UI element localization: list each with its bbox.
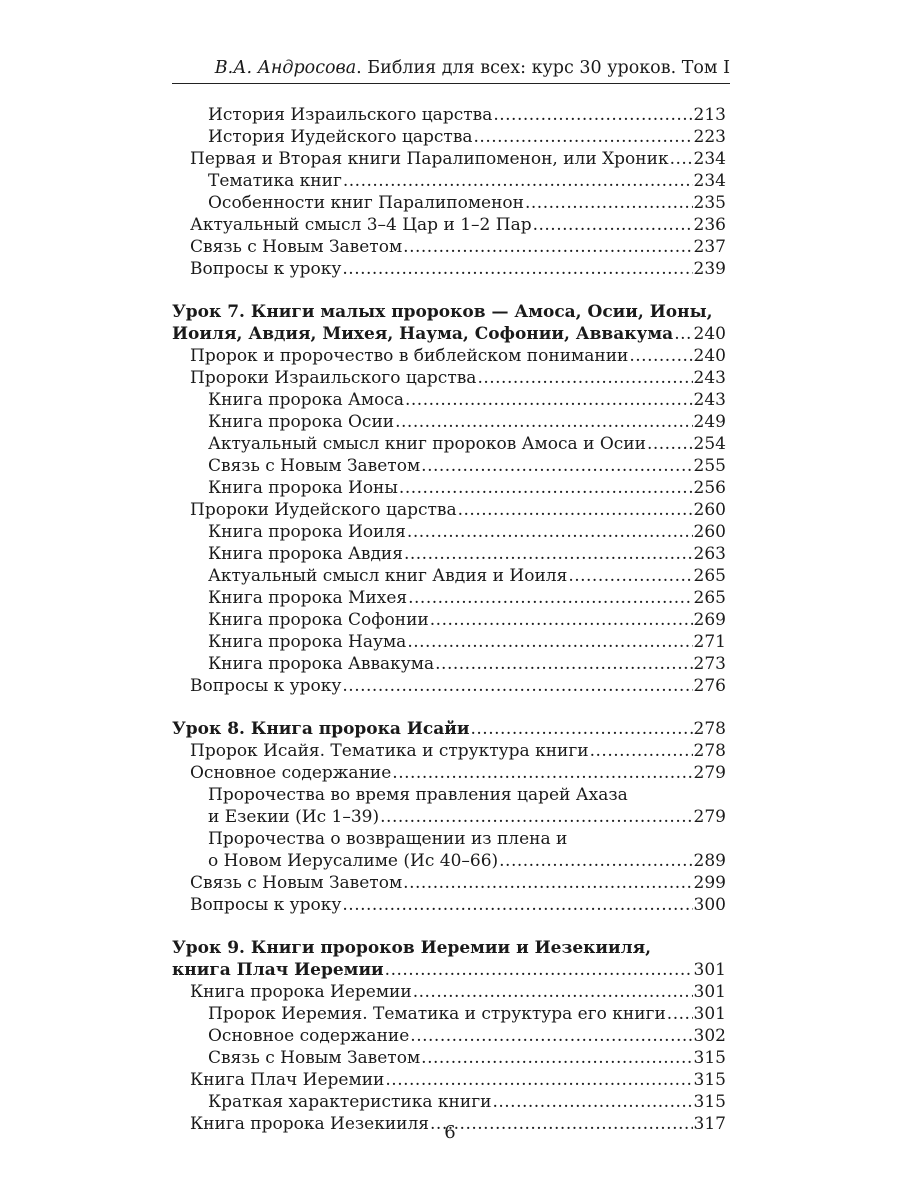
- dot-leader: [421, 455, 692, 477]
- toc-entry: [172, 587, 726, 609]
- toc-entry: [172, 981, 726, 1003]
- toc-page-number: 236: [693, 215, 726, 235]
- dot-leader: [380, 806, 692, 828]
- toc-entry-title: Первая и Вторая книги Паралипоменон, или Хроник: [190, 149, 669, 169]
- toc-entry: [172, 631, 726, 653]
- toc-entry: [172, 104, 726, 126]
- toc-entry-title: Книга пророка Аввакума: [208, 654, 435, 674]
- toc-entry-title: книга Плач Иеремии: [172, 960, 384, 980]
- dot-leader: [647, 433, 693, 455]
- section-gap: [172, 916, 726, 937]
- page-number: 6: [444, 1122, 456, 1143]
- toc-entry-title: Книга пророка Иоиля: [208, 522, 406, 542]
- toc-page-number: 240: [693, 346, 726, 366]
- toc-page-number: 263: [693, 544, 726, 564]
- toc-entry-title: Связь с Новым Заветом: [208, 456, 421, 476]
- header-author: В.А. Андросова: [214, 58, 357, 78]
- dot-leader: [568, 565, 692, 587]
- toc-entry: [172, 367, 726, 389]
- toc-page-number: 239: [693, 259, 726, 279]
- dot-leader: [407, 521, 693, 543]
- toc-page-number: 315: [693, 1092, 726, 1112]
- toc-page-number: 243: [693, 368, 726, 388]
- toc-entry: [172, 411, 726, 433]
- toc-entry-title: Вопросы к уроку: [190, 895, 342, 915]
- dot-leader: [385, 959, 693, 981]
- dot-leader: [477, 367, 692, 389]
- dot-leader: [533, 214, 693, 236]
- toc-entry: [172, 1091, 726, 1113]
- dot-leader: [421, 1047, 692, 1069]
- toc-entry-title: Книга пророка Михея: [208, 588, 408, 608]
- toc-entry: [172, 455, 726, 477]
- section-gap: [172, 697, 726, 718]
- toc-entry: [172, 433, 726, 455]
- dot-leader: [474, 126, 693, 148]
- toc-entry-line: Пророчества во время правления царей Ахаза: [208, 785, 628, 805]
- toc-entry: [172, 126, 726, 148]
- toc-page-number: 260: [693, 500, 726, 520]
- dot-leader: [674, 323, 692, 345]
- header-title: . Библия для всех: курс 30 уроков. Том I: [356, 58, 730, 78]
- toc-page-number: 243: [693, 390, 726, 410]
- toc-page-number: 235: [693, 193, 726, 213]
- dot-leader: [408, 587, 692, 609]
- toc-entry-title: Пророк Иеремия. Тематика и структура его книги: [208, 1004, 666, 1024]
- toc-entry-title: Тематика книг: [208, 171, 342, 191]
- dot-leader: [395, 411, 692, 433]
- toc-page-number: 265: [693, 566, 726, 586]
- toc-entry-title: и Езекии (Ис 1–39): [208, 807, 380, 827]
- dot-leader: [385, 1069, 692, 1091]
- toc-entry-title: История Израильского царства: [208, 105, 493, 125]
- toc-entry: [172, 1025, 726, 1047]
- toc-entry: [172, 806, 726, 828]
- toc-page-number: 269: [693, 610, 726, 630]
- toc-page-number: 315: [693, 1070, 726, 1090]
- section-gap: [172, 280, 726, 301]
- toc-entry-title: Особенности книг Паралипоменон: [208, 193, 524, 213]
- toc-entry-title: Книга пророка Софонии: [208, 610, 429, 630]
- toc-page-number: 301: [693, 960, 726, 980]
- toc-entry-title: Актуальный смысл книг Авдия и Иоиля: [208, 566, 568, 586]
- toc-entry-title: Книга Плач Иеремии: [190, 1070, 385, 1090]
- toc-entry-title: Краткая характеристика книги: [208, 1092, 492, 1112]
- toc-page-number: 240: [693, 324, 726, 344]
- dot-leader: [392, 762, 692, 784]
- dot-leader: [399, 477, 693, 499]
- toc-page-number: 237: [693, 237, 726, 257]
- toc-page-number: 302: [693, 1026, 726, 1046]
- table-of-contents: [172, 104, 726, 1135]
- toc-entry-title: Книга пророка Наума: [208, 632, 407, 652]
- running-header: [172, 57, 730, 84]
- toc-entry-title: Книга пророка Амоса: [208, 390, 404, 410]
- dot-leader: [430, 609, 693, 631]
- dot-leader: [342, 258, 692, 280]
- toc-entry: [172, 389, 726, 411]
- toc-entry-title: Вопросы к уроку: [190, 259, 342, 279]
- toc-entry-title: Пророк и пророчество в библейском понимании: [190, 346, 629, 366]
- toc-entry-title: Основное содержание: [190, 763, 392, 783]
- toc-page-number: 315: [693, 1048, 726, 1068]
- toc-page-number: 279: [693, 807, 726, 827]
- dot-leader: [670, 148, 693, 170]
- toc-page-number: 279: [693, 763, 726, 783]
- toc-page-number: 301: [693, 1004, 726, 1024]
- dot-leader: [342, 675, 692, 697]
- toc-page-number: 273: [693, 654, 726, 674]
- toc-page-number: 234: [693, 149, 726, 169]
- toc-entry: [172, 1069, 726, 1091]
- toc-page-number: 213: [693, 105, 726, 125]
- toc-entry: [172, 148, 726, 170]
- dot-leader: [458, 499, 693, 521]
- toc-page-number: 255: [693, 456, 726, 476]
- dot-leader: [667, 1003, 693, 1025]
- toc-chapter-title-line: Урок 9. Книги пророков Иеремии и Иезекииля,: [172, 938, 652, 958]
- toc-chapter-entry: [172, 323, 726, 345]
- dot-leader: [343, 170, 693, 192]
- toc-chapter-title-line: Урок 7. Книги малых пророков — Амоса, Осии, Ионы,: [172, 302, 713, 322]
- toc-entry-title: Книга пророка Иеремии: [190, 982, 412, 1002]
- toc-entry: [172, 521, 726, 543]
- toc-entry: [172, 872, 726, 894]
- dot-leader: [403, 236, 692, 258]
- dot-leader: [410, 1025, 692, 1047]
- toc-entry-line: Пророчества о возвращении из плена и: [208, 829, 568, 849]
- toc-page-number: 260: [693, 522, 726, 542]
- toc-entry: [172, 1003, 726, 1025]
- dot-leader: [413, 981, 693, 1003]
- toc-page-number: 234: [693, 171, 726, 191]
- toc-entry: [172, 236, 726, 258]
- toc-entry-title: Вопросы к уроку: [190, 676, 342, 696]
- toc-page-number: 299: [693, 873, 726, 893]
- toc-page-number: 278: [693, 741, 726, 761]
- toc-entry-title: Урок 8. Книга пророка Исайи: [172, 719, 470, 739]
- toc-entry: [172, 1047, 726, 1069]
- toc-entry: [172, 170, 726, 192]
- dot-leader: [405, 389, 693, 411]
- toc-entry: [172, 345, 726, 367]
- toc-entry: [172, 192, 726, 214]
- toc-entry: [172, 565, 726, 587]
- toc-entry-title: Связь с Новым Заветом: [208, 1048, 421, 1068]
- toc-page-number: 278: [693, 719, 726, 739]
- dot-leader: [590, 740, 693, 762]
- toc-entry-title: История Иудейского царства: [208, 127, 473, 147]
- toc-entry-title: о Новом Иерусалиме (Ис 40–66): [208, 851, 499, 871]
- dot-leader: [493, 104, 692, 126]
- toc-entry: [172, 675, 726, 697]
- toc-entry-title: Пророки Израильского царства: [190, 368, 477, 388]
- toc-page-number: 317: [693, 1114, 726, 1134]
- toc-page-number: 249: [693, 412, 726, 432]
- toc-entry-title: Книга пророка Осии: [208, 412, 395, 432]
- toc-entry-title: Книга пророка Авдия: [208, 544, 403, 564]
- dot-leader: [403, 872, 692, 894]
- toc-page-number: 256: [693, 478, 726, 498]
- dot-leader: [407, 631, 692, 653]
- toc-page-number: 223: [693, 127, 726, 147]
- toc-entry: [172, 850, 726, 872]
- toc-entry: [172, 258, 726, 280]
- toc-entry: [172, 740, 726, 762]
- toc-page-number: 300: [693, 895, 726, 915]
- dot-leader: [342, 894, 692, 916]
- toc-entry-title: Пророк Исайя. Тематика и структура книги: [190, 741, 589, 761]
- toc-entry: [172, 499, 726, 521]
- toc-entry: [172, 477, 726, 499]
- toc-entry: [172, 894, 726, 916]
- toc-entry-title: Книга пророка Ионы: [208, 478, 398, 498]
- toc-entry: [172, 762, 726, 784]
- toc-entry: [172, 214, 726, 236]
- dot-leader: [471, 718, 693, 740]
- toc-page-number: 265: [693, 588, 726, 608]
- toc-chapter-entry: [172, 718, 726, 740]
- toc-chapter-entry: [172, 959, 726, 981]
- dot-leader: [629, 345, 692, 367]
- toc-entry-title: Актуальный смысл 3–4 Цар и 1–2 Пар: [190, 215, 532, 235]
- toc-entry: [172, 609, 726, 631]
- toc-entry-title: Связь с Новым Заветом: [190, 237, 403, 257]
- dot-leader: [525, 192, 693, 214]
- toc-page-number: 271: [693, 632, 726, 652]
- dot-leader: [435, 653, 692, 675]
- toc-page-number: 276: [693, 676, 726, 696]
- toc-entry-title: Связь с Новым Заветом: [190, 873, 403, 893]
- toc-entry-title: Актуальный смысл книг пророков Амоса и Осии: [208, 434, 646, 454]
- dot-leader: [404, 543, 693, 565]
- toc-entry-title: Пророки Иудейского царства: [190, 500, 457, 520]
- toc-entry: [172, 543, 726, 565]
- toc-entry: [172, 653, 726, 675]
- toc-entry-title: Книга пророка Иезекииля: [190, 1114, 430, 1134]
- toc-entry-title: Иоиля, Авдия, Михея, Наума, Софонии, Аввакума: [172, 324, 674, 344]
- dot-leader: [492, 1091, 692, 1113]
- toc-page-number: 301: [693, 982, 726, 1002]
- dot-leader: [499, 850, 692, 872]
- toc-page-number: 289: [693, 851, 726, 871]
- toc-entry-title: Основное содержание: [208, 1026, 410, 1046]
- toc-page-number: 254: [693, 434, 726, 454]
